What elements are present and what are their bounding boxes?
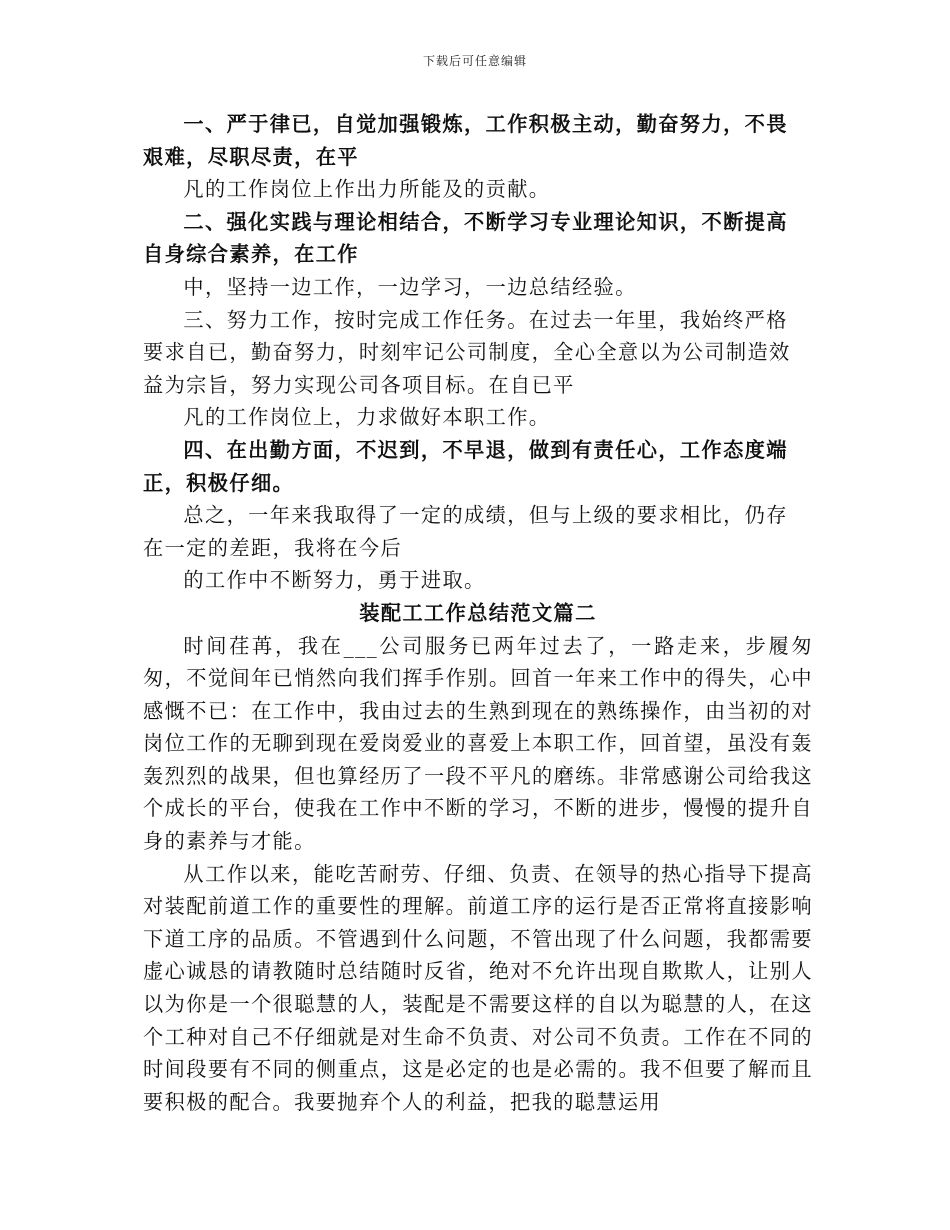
point-three-line3: 益为宗旨，努力实现公司各项目标。在自已平: [143, 372, 575, 397]
paragraph-summary-continued: 的工作中不断努力，勇于进取。: [183, 568, 486, 593]
paragraph-point-four: [143, 434, 813, 499]
summary-line2: 在一定的差距，我将在今后: [143, 535, 403, 560]
paragraph-point-three-continued: 凡的工作岗位上，力求做好本职工作。: [183, 405, 551, 430]
paragraph-section-two-body: 从工作以来，能吃苦耐劳、仔细、负责、在领导的热心指导下提高对装配前道工作的重要性的理解。前道工序的运行是否正常将直接影响下道工序的品质。不管遇到什么问题，不管出现了什么问题，我都需要虚心诚恳的请教随时总结随时反省，绝对不允许出现自欺欺人，让别人以为你是一个很聪慧的人，装配是不需要这样的自以为聪慧的人，在这个工种对自己不仔细就是对生命不负责、对公司不负责。工作在不同的时间段要有不同的侧重点，这是必定的也是必需的。我不但要了解而且要积极的配合。我要抛弃个人的利益，把我的聪慧运用: [143, 861, 813, 1114]
point-four-line2: 正，积极仔细。: [143, 470, 295, 495]
document-body: [143, 108, 813, 1118]
paragraph-point-one-continued: 凡的工作岗位上作出力所能及的贡献。: [183, 177, 551, 202]
point-two-line1: 二、强化实践与理论相结合，不断学习专业理论知识，不断提高: [183, 209, 788, 234]
paragraph-point-two-continued: 中，坚持一边工作，一边学习，一边总结经验。: [183, 274, 637, 299]
paragraph-point-three: [143, 304, 813, 402]
paragraph-section-two-intro: 时间荏苒，我在___公司服务已两年过去了，一路走来，步履匆匆，不觉间年已悄然向我们挥手作别。回首一年来工作中的得失，心中感慨不已：在工作中，我由过去的生熟到现在的熟练操作，由当初的对岗位工作的无聊到现在爱岗爱业的喜爱上本职工作，回首望，虽没有轰轰烈烈的战果，但也算经历了一段不平凡的磨练。非常感谢公司给我这个成长的平台，使我在工作中不断的学习，不断的进步，慢慢的提升自身的素养与才能。: [143, 633, 813, 854]
point-one-line1: 一、严于律已，自觉加强锻炼，工作积极主动，勤奋努力，不畏: [183, 112, 788, 136]
point-three-line2: 要求自已，勤奋努力，时刻牢记公司制度，全心全意以为公司制造效: [143, 340, 791, 365]
page-header: 下载后可任意编辑: [422, 54, 527, 68]
summary-line1: 总之，一年来我取得了一定的成绩，但与上级的要求相比，仍存: [183, 503, 788, 528]
point-four-line1: 四、在出勤方面，不迟到，不早退，做到有责任心，工作态度端: [183, 437, 788, 462]
paragraph-summary: [143, 499, 813, 564]
point-three-line1: 三、努力工作，按时完成工作任务。在过去一年里，我始终严格: [183, 307, 788, 332]
point-two-line2: 自身综合素养，在工作: [143, 242, 359, 267]
point-one-line2: 艰难，尽职尽责，在平: [143, 144, 359, 169]
paragraph-point-one: [143, 108, 813, 173]
paragraph-point-two: [143, 206, 813, 271]
section-heading: 装配工工作总结范文篇二: [359, 600, 597, 625]
